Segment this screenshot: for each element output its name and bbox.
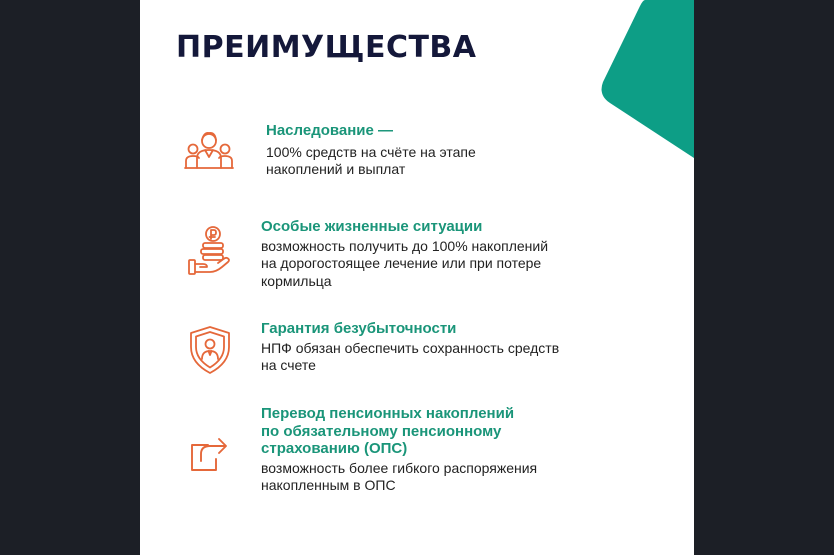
benefit-description: возможность более гибкого распоряжения накопленным в ОПС xyxy=(261,459,538,493)
benefit-special-situations xyxy=(140,218,694,294)
benefit-ops-transfer xyxy=(140,405,694,500)
benefit-description: 100% средств на счёте на этапе накоплений и выплат xyxy=(266,143,476,177)
benefit-inheritance xyxy=(140,122,694,182)
transfer-arrow-icon xyxy=(188,433,230,473)
benefit-heading: Гарантия безубыточности xyxy=(261,320,457,337)
shield-person-icon xyxy=(188,325,232,375)
benefit-heading: Наследование — xyxy=(266,122,394,139)
benefits-card xyxy=(140,0,694,555)
benefit-description: возможность получить до 100% накоплений на дорогостоящее лечение или при потере кормильца xyxy=(261,237,549,289)
benefit-heading: Перевод пенсионных накоплений по обязательному пенсионному страхованию (ОПС) xyxy=(261,405,515,457)
hand-coins-icon xyxy=(186,224,232,276)
benefit-loss-guarantee xyxy=(140,320,694,380)
benefit-heading: Особые жизненные ситуации xyxy=(261,218,483,235)
benefit-description: НПФ обязан обеспечить сохранность средств на счете xyxy=(261,339,560,373)
page-title: ПРЕИМУЩЕСТВА xyxy=(176,30,477,65)
family-icon xyxy=(184,128,234,170)
